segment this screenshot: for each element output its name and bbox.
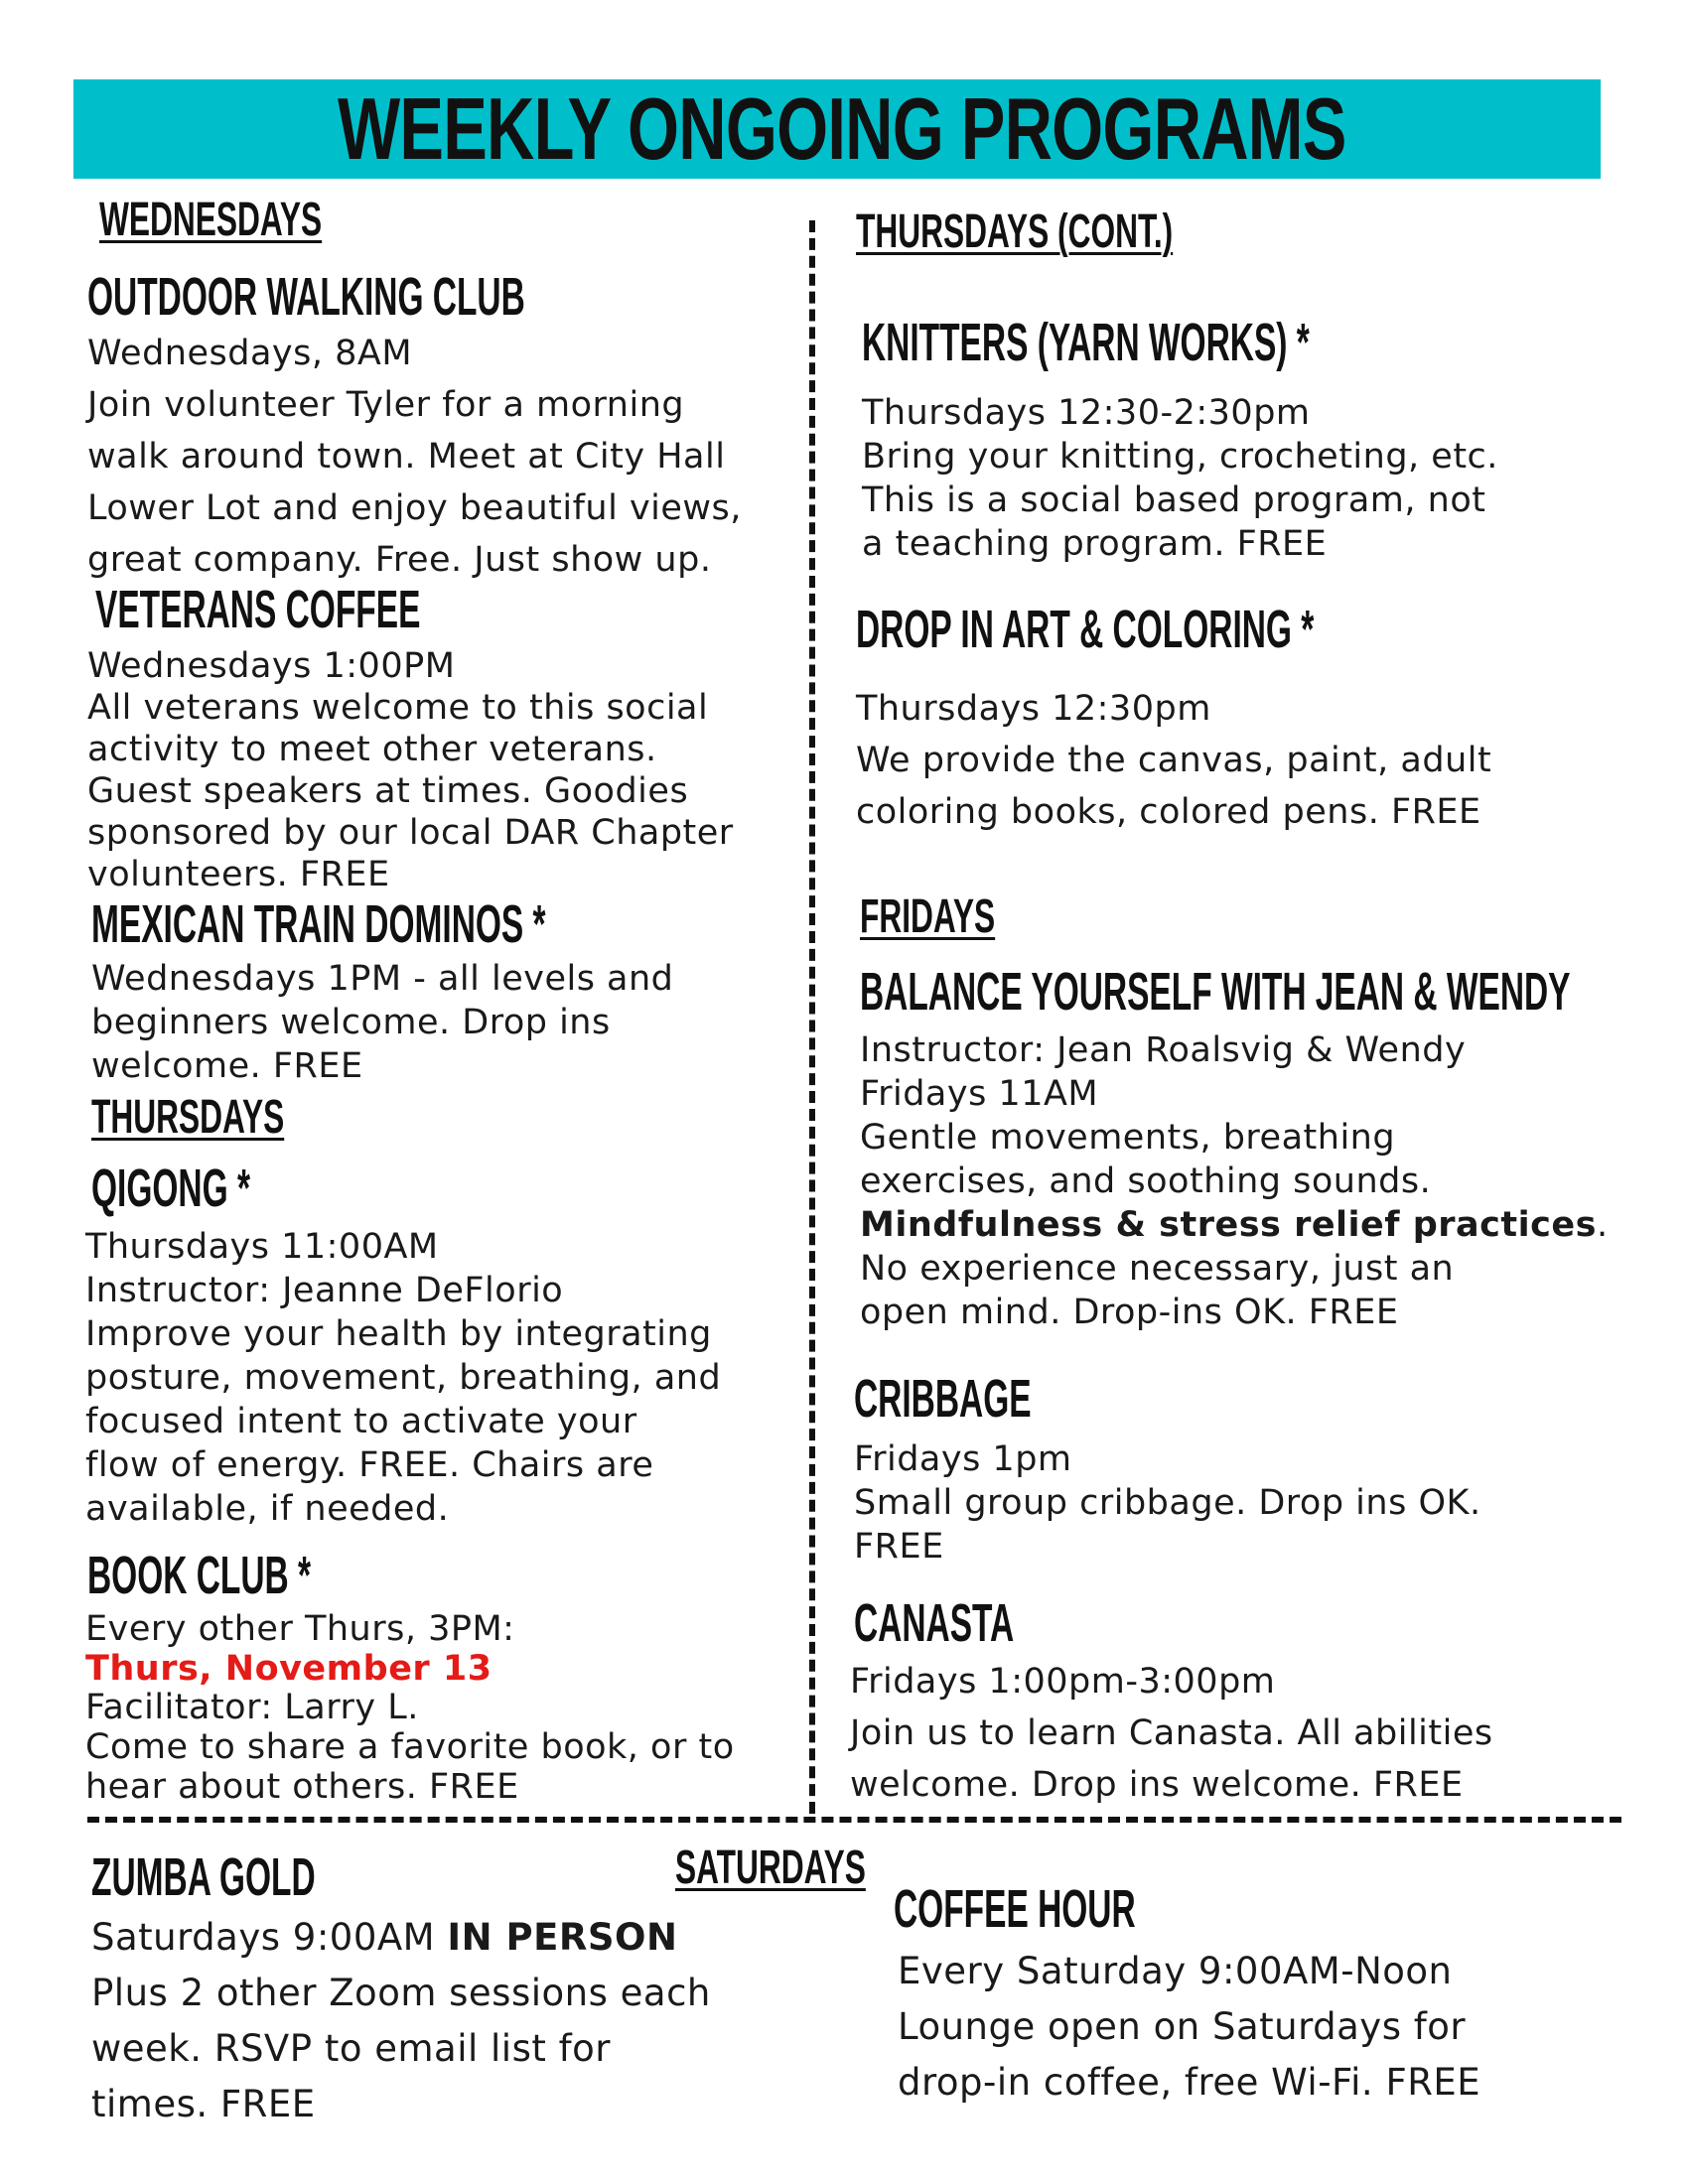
text-line: walk around town. Meet at City Hall: [87, 437, 726, 477]
page-title: WEEKLY ONGOING PROGRAMS: [338, 79, 1346, 178]
knitters-details: [862, 391, 1498, 566]
text-line: welcome. FREE: [91, 1046, 363, 1086]
title-banner: [73, 79, 1601, 179]
veterans-coffee-details: [87, 645, 734, 895]
text-line: open mind. Drop-ins OK. FREE: [860, 1293, 1399, 1332]
text-line: Small group cribbage. Drop ins OK.: [854, 1483, 1481, 1523]
text-line: Plus 2 other Zoom sessions each: [91, 1972, 711, 2014]
text-line: [860, 1203, 1609, 1247]
veterans-coffee-heading: VETERANS COFFEE: [95, 580, 421, 639]
art-coloring-heading: DROP IN ART & COLORING *: [856, 600, 1315, 659]
cribbage-heading: CRIBBAGE: [854, 1369, 1032, 1429]
balance-heading: BALANCE YOURSELF WITH JEAN & WENDY: [860, 962, 1571, 1022]
text-line: Instructor: Jeanne DeFlorio: [85, 1271, 564, 1310]
text-line: Fridays 1pm: [854, 1439, 1072, 1479]
day-label-thursdays: THURSDAYS: [91, 1091, 285, 1144]
zumba-details: [91, 1910, 711, 2132]
text-line: Guest speakers at times. Goodies: [87, 771, 689, 811]
book-club-details: [85, 1608, 735, 1807]
text-line: volunteers. FREE: [87, 855, 390, 894]
text-line: welcome. Drop ins welcome. FREE: [850, 1765, 1464, 1805]
text-period: .: [1596, 1205, 1609, 1245]
zumba-heading: ZUMBA GOLD: [91, 1847, 316, 1907]
text-line: activity to meet other veterans.: [87, 730, 657, 769]
art-coloring-details: [856, 683, 1491, 838]
day-label-wednesdays: WEDNESDAYS: [99, 194, 323, 246]
text-line: Lounge open on Saturdays for: [898, 2005, 1467, 2048]
text-line: week. RSVP to email list for: [91, 2027, 612, 2070]
column-divider: [809, 220, 815, 1814]
walking-club-details: [87, 328, 742, 586]
book-club-heading: BOOK CLUB *: [87, 1546, 312, 1605]
text-line: posture, movement, breathing, and: [85, 1358, 722, 1398]
text-line: Lower Lot and enjoy beautiful views,: [87, 488, 742, 528]
text-line: Every other Thurs, 3PM:: [85, 1609, 515, 1649]
in-person-bold-text: IN PERSON: [447, 1916, 678, 1959]
canasta-heading: CANASTA: [854, 1593, 1015, 1653]
text-line: [91, 1910, 711, 1966]
walking-club-heading: OUTDOOR WALKING CLUB: [87, 267, 525, 327]
text-line: Fridays 11AM: [860, 1074, 1099, 1114]
cribbage-details: [854, 1437, 1481, 1569]
text-line: a teaching program. FREE: [862, 524, 1328, 564]
text-line: Come to share a favorite book, or to: [85, 1727, 735, 1767]
text-line: All veterans welcome to this social: [87, 688, 709, 728]
dominos-heading: MEXICAN TRAIN DOMINOS *: [91, 894, 546, 954]
text-line: Join volunteer Tyler for a morning: [87, 385, 685, 425]
text-line: Fridays 1:00pm-3:00pm: [850, 1662, 1276, 1702]
text-line: Instructor: Jean Roalsvig & Wendy: [860, 1030, 1467, 1070]
day-label-saturdays: SATURDAYS: [675, 1842, 866, 1894]
text-line: Thursdays 11:00AM: [85, 1227, 439, 1267]
text-line: Thursdays 12:30pm: [856, 689, 1211, 729]
text-line: Every Saturday 9:00AM-Noon: [898, 1950, 1453, 1992]
balance-details: [860, 1028, 1609, 1334]
text-line: flow of energy. FREE. Chairs are: [85, 1445, 654, 1485]
canasta-details: [850, 1656, 1493, 1811]
text-line: Wednesdays 1:00PM: [87, 646, 456, 686]
text-line: Improve your health by integrating: [85, 1314, 712, 1354]
day-label-fridays: FRIDAYS: [860, 890, 996, 943]
text-line: available, if needed.: [85, 1489, 450, 1529]
coffee-hour-details: [898, 1944, 1480, 2111]
text-line: drop-in coffee, free Wi-Fi. FREE: [898, 2061, 1481, 2104]
text-line: great company. Free. Just show up.: [87, 540, 712, 580]
text-line: This is a social based program, not: [862, 480, 1486, 520]
text-line: FREE: [854, 1527, 944, 1567]
text-line: Thursdays 12:30-2:30pm: [862, 393, 1311, 433]
text-line: focused intent to activate your: [85, 1402, 637, 1441]
text-line: beginners welcome. Drop ins: [91, 1003, 611, 1042]
text-line: Gentle movements, breathing: [860, 1118, 1396, 1158]
text-line: Facilitator: Larry L.: [85, 1688, 419, 1727]
text-line: Wednesdays, 8AM: [87, 334, 413, 373]
coffee-hour-heading: COFFEE HOUR: [894, 1879, 1136, 1939]
text-line: Join us to learn Canasta. All abilities: [850, 1713, 1493, 1753]
text-line: Wednesdays 1PM - all levels and: [91, 959, 674, 999]
day-label-thursdays-cont: THURSDAYS (CONT.): [856, 205, 1174, 258]
knitters-heading: KNITTERS (YARN WORKS) *: [862, 313, 1310, 372]
text-line: times. FREE: [91, 2083, 316, 2125]
text-line: We provide the canvas, paint, adult: [856, 741, 1492, 780]
text-line: sponsored by our local DAR Chapter: [87, 813, 734, 853]
text-line: exercises, and soothing sounds.: [860, 1161, 1432, 1201]
qigong-heading: QIGONG *: [91, 1159, 250, 1218]
text-line: hear about others. FREE: [85, 1767, 519, 1807]
qigong-details: [85, 1225, 721, 1531]
text-line: Bring your knitting, crocheting, etc.: [862, 437, 1498, 477]
saturday-divider: [87, 1817, 1621, 1823]
dominos-details: [91, 957, 673, 1088]
mindfulness-bold-text: Mindfulness & stress relief practices: [860, 1205, 1597, 1245]
text-line: coloring books, colored pens. FREE: [856, 792, 1481, 832]
text-line: No experience necessary, just an: [860, 1249, 1455, 1289]
zumba-time: Saturdays 9:00AM: [91, 1916, 448, 1959]
book-club-date: Thurs, November 13: [85, 1649, 492, 1689]
